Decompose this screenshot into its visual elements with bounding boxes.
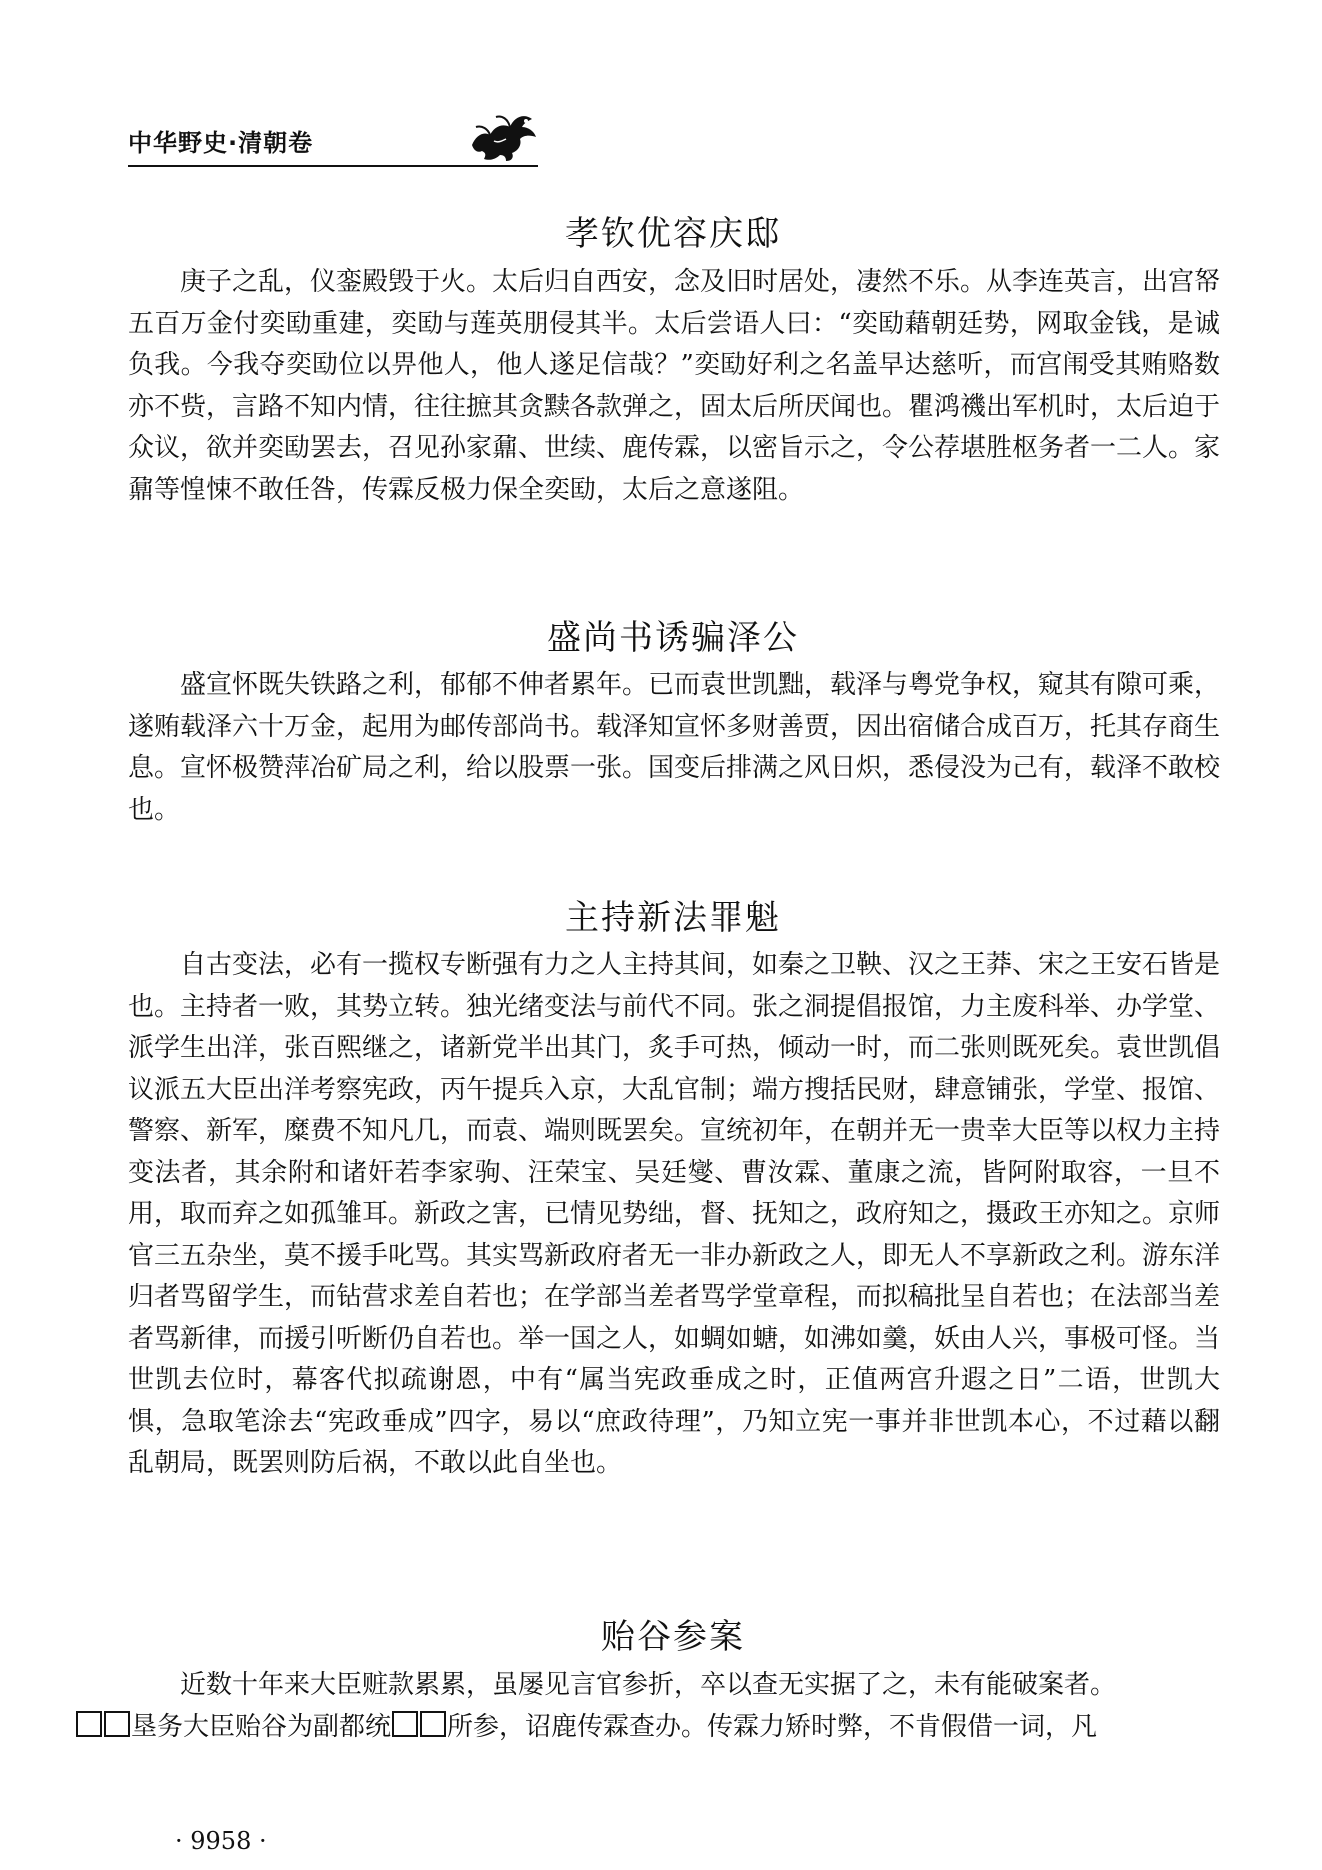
paragraph-text: 近数十年来大臣赃款累累，虽屡见言官参折，卒以查无实据了之，未有能破案者。 <box>180 1670 1117 1700</box>
paragraph <box>128 1665 1220 1748</box>
dragon-emblem-icon <box>466 105 540 163</box>
section-title: 孝钦优容庆邸 <box>565 214 781 254</box>
missing-char-box <box>420 1711 446 1737</box>
paragraph: 自古变法，必有一揽权专断强有力之人主持其间，如秦之卫鞅、汉之王莽、宋之王安石皆是也。主持者一败，其势立转。独光绪变法与前代不同。张之洞提倡报馆，力主废科举、办学堂、派学生出洋，张百熙继之，诸新党半出其门，炙手可热，倾动一时，而二张则既死矣。袁世凯倡议派五大臣出洋考察宪政，丙午提兵入京，大乱官制；端方搜括民财，肆意铺张，学堂、报馆、警察、新军，糜费不知凡几，而袁、端则既罢矣。宣统初年，在朝并无一贵幸大臣等以权力主持变法者，其余附和诸奸若李家驹、汪荣宝、吴廷燮、曹汝霖、董康之流，皆阿附取容，一旦不用，取而弃之如孤雏耳。新政之害，已情见势绌，督、抚知之，政府知之，摄政王亦知之。京师官三五杂坐，莫不援手叱骂。其实骂新政府者无一非办新政之人，即无人不享新政之利。游东洋归者骂留学生，而钻营求差自若也；在学部当差者骂学堂章程，而拟稿批呈自若也；在法部当差者骂新律，而援引听断仍自若也。举一国之人，如蜩如螗，如沸如羹，妖由人兴，事极可怪。当世凯去位时，幕客代拟疏谢恩，中有“属当宪政垂成之时，正值两宫升遐之日”二语，世凯大惧，急取笔涂去“宪政垂成”四字，易以“庶政待理”，乃知立宪一事并非世凯本心，不过藉以翻乱朝局，既罢则防后祸，不敢以此自坐也。 <box>128 950 1221 1478</box>
paragraph: 盛宣怀既失铁路之利，郁郁不伸者累年。已而袁世凯黜，载泽与粤党争权，窥其有隙可乘，遂贿载泽六十万金，起用为邮传部尚书。载泽知宣怀多财善贾，因出宿储合成百万，托其存商生息。宣怀极赞萍冶矿局之利，给以股票一张。国变后排满之风日炽，悉侵没为己有，载泽不敢校也。 <box>128 670 1221 825</box>
missing-char-box <box>104 1711 130 1737</box>
section-title: 主持新法罪魁 <box>565 898 781 938</box>
missing-char-box <box>76 1711 102 1737</box>
paragraph-text: 所参，诏鹿传霖查办。传霖力矫时弊，不肯假借一词，凡 <box>447 1711 1098 1742</box>
paragraph: 庚子之乱，仪銮殿毁于火。太后归自西安，念及旧时居处，凄然不乐。从李连英言，出宫帑五百万金付奕劻重建，奕劻与莲英朋侵其半。太后尝语人曰：“奕劻藉朝廷势，网取金钱，是诚负我。今我夺奕劻位以畀他人，他人遂足信哉？”奕劻好利之名盖早达慈听，而宫闱受其贿赂数亦不赀，言路不知内情，往往摭其贪黩各款弹之，固太后所厌闻也。瞿鸿禨出军机时，太后迫于众议，欲并奕劻罢去，召见孙家鼐、世续、鹿传霖，以密旨示之，令公荐堪胜枢务者一二人。家鼐等惶悚不敢任咎，传霖反极力保全奕劻，太后之意遂阻。 <box>128 267 1221 505</box>
header-rule <box>128 165 538 167</box>
missing-char-box <box>392 1711 418 1737</box>
section-title: 贻谷参案 <box>601 1617 745 1657</box>
paragraph-text: 垦务大臣贻谷为副都统 <box>131 1711 392 1742</box>
book-title: 中华野史·清朝卷 <box>128 129 314 157</box>
page-number: · 9958 · <box>175 1827 267 1855</box>
running-header <box>128 105 540 167</box>
section-title: 盛尚书诱骗泽公 <box>547 618 799 658</box>
